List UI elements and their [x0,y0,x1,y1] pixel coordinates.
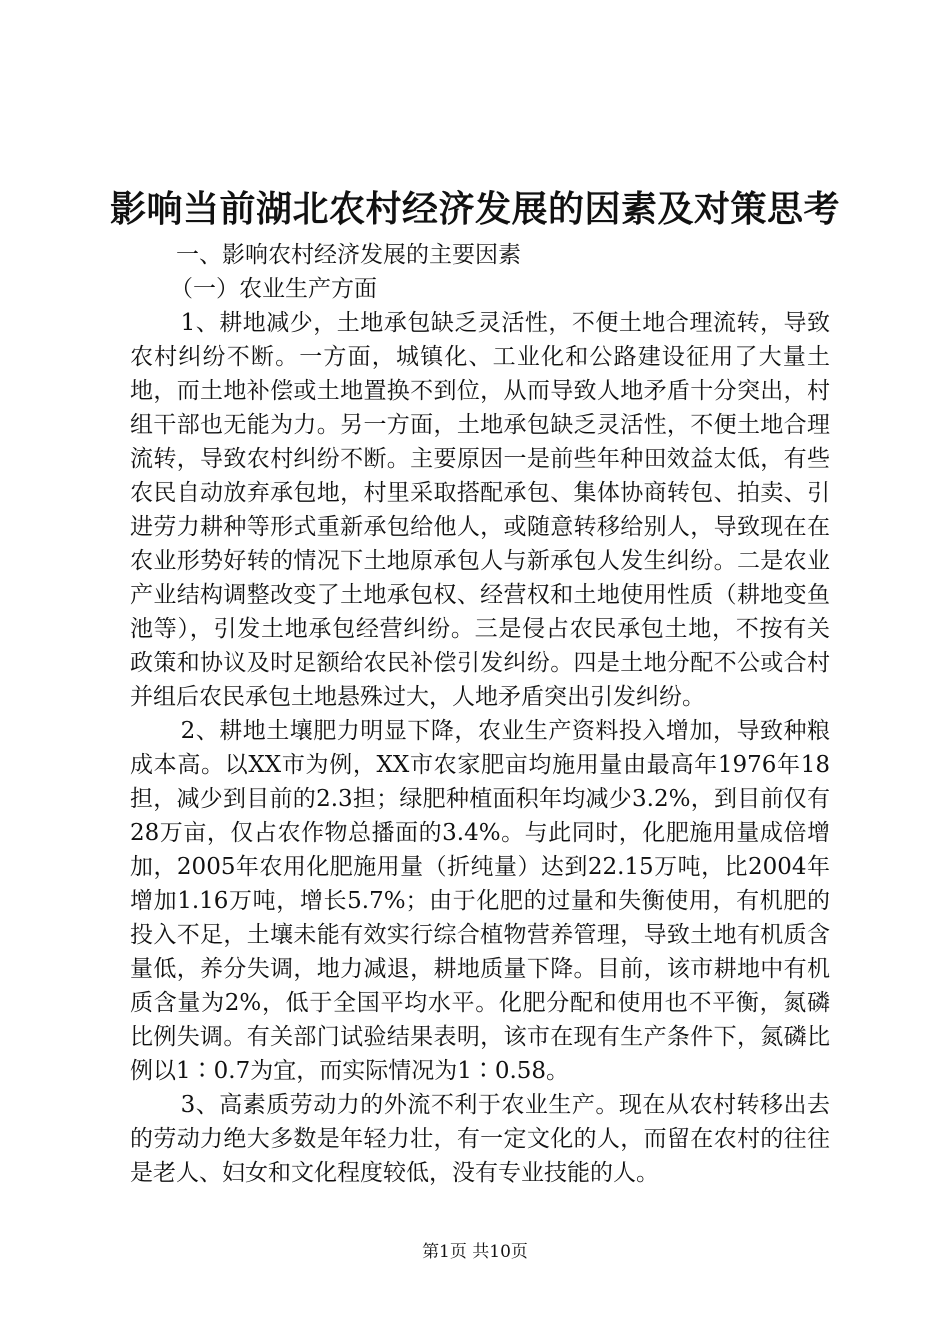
paragraph-1: 1、耕地减少，土地承包缺乏灵活性，不便土地合理流转，导致农村纠纷不断。一方面，城镇化、工业化和公路建设征用了大量土地，而土地补偿或土地置换不到位，从而导致人地矛盾十分突出，村组干部也无能为力。另一方面，土地承包缺乏灵活性，不便土地合理流转，导致农村纠纷不断。主要原因一是前些年种田效益太低，有些农民自动放弃承包地，村里采取搭配承包、集体协商转包、拍卖、引进劳力耕种等形式重新承包给他人，或随意转移给别人，导致现在在农业形势好转的情况下土地原承包人与新承包人发生纠纷。二是农业产业结构调整改变了土地承包权、经营权和土地使用性质（耕地变鱼池等），引发土地承包经营纠纷。三是侵占农民承包土地，不按有关政策和协议及时足额给农民补偿引发纠纷。四是土地分配不公或合村并组后农民承包土地悬殊过大，人地矛盾突出引发纠纷。 [130,310,830,710]
document-title: 影响当前湖北农村经济发展的因素及对策思考 [109,188,840,230]
document-body [130,238,830,1190]
page-footer: 第1页 共10页 [422,1242,528,1262]
subsection-heading: （一）农业生产方面 [170,276,377,302]
section-heading: 一、影响农村经济发展的主要因素 [176,242,521,268]
paragraph-3: 3、高素质劳动力的外流不利于农业生产。现在从农村转移出去的劳动力绝大多数是年轻力壮，有一定文化的人，而留在农村的往往是老人、妇女和文化程度较低，没有专业技能的人。 [130,1092,830,1186]
paragraph-2: 2、耕地土壤肥力明显下降，农业生产资料投入增加，导致种粮成本高。以XX市为例，XX市农家肥亩均施用量由最高年1976年18担，减少到目前的2.3担；绿肥种植面积年均减少3.2%，到目前仅有28万亩，仅占农作物总播面的3.4%。与此同时，化肥施用量成倍增加，2005年农用化肥施用量（折纯量）达到22.15万吨，比2004年增加1.16万吨，增长5.7%；由于化肥的过量和失衡使用，有机肥的投入不足，土壤未能有效实行综合植物营养管理，导致土地有机质含量低，养分失调，地力减退，耕地质量下降。目前，该市耕地中有机质含量为2%，低于全国平均水平。化肥分配和使用也不平衡，氮磷比例失调。有关部门试验结果表明，该市在现有生产条件下，氮磷比例以1∶0.7为宜，而实际情况为1∶0.58。 [130,718,830,1084]
